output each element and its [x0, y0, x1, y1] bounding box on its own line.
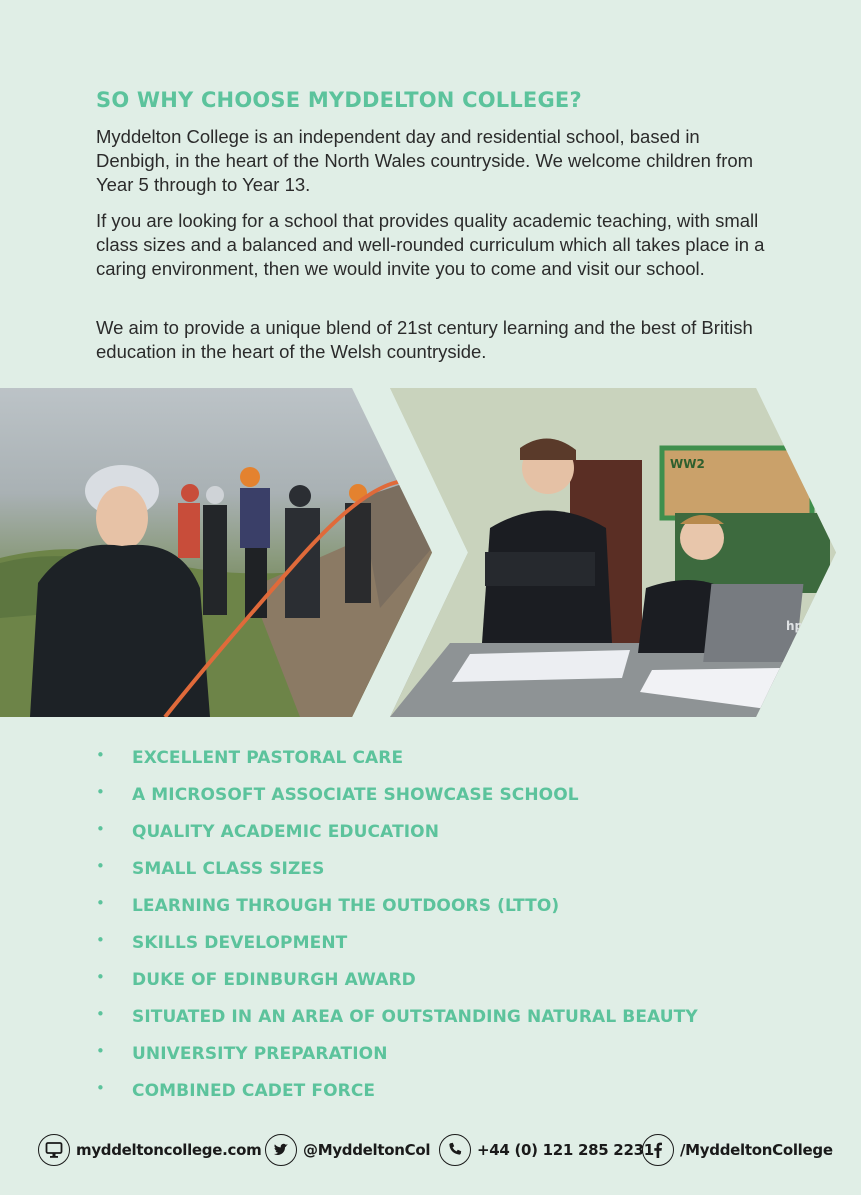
facebook-text: /MyddeltonCollege	[680, 1141, 833, 1159]
feature-label: SITUATED IN AN AREA OF OUTSTANDING NATURAL BEAUTY	[132, 1007, 698, 1027]
twitter-link[interactable]	[265, 1134, 430, 1170]
feature-item	[0, 1076, 800, 1106]
website-text: myddeltoncollege.com	[76, 1141, 262, 1159]
bullet-icon: •	[96, 894, 105, 912]
feature-item	[0, 817, 800, 847]
bullet-icon: •	[96, 746, 105, 764]
feature-label: COMBINED CADET FORCE	[132, 1081, 376, 1101]
intro-paragraph-2: If you are looking for a school that provides quality academic teaching, with small class sizes and a balanced and well-rounded curriculum which all takes place in a caring environment, then we would invite you to come and visit our school.	[96, 210, 765, 279]
bullet-icon: •	[96, 931, 105, 949]
phone-icon	[439, 1134, 471, 1166]
intro-paragraph-1: Myddelton College is an independent day and residential school, based in Denbigh, in the heart of the North Wales countryside. We welcome children from Year 5 through to Year 13.	[96, 126, 754, 195]
feature-label: A MICROSOFT ASSOCIATE SHOWCASE SCHOOL	[132, 785, 579, 805]
feature-item	[0, 965, 800, 995]
bullet-icon: •	[96, 1005, 105, 1023]
climbing-photo	[0, 388, 432, 717]
feature-label: UNIVERSITY PREPARATION	[132, 1044, 388, 1064]
bullet-icon: •	[96, 1042, 105, 1060]
bullet-icon: •	[96, 1079, 105, 1097]
classroom-photo	[390, 388, 836, 717]
facebook-icon	[642, 1134, 674, 1166]
feature-item	[0, 928, 800, 958]
monitor-icon	[38, 1134, 70, 1166]
intro-paragraph-3: We aim to provide a unique blend of 21st century learning and the best of British education in the heart of the Welsh countryside.	[96, 317, 753, 362]
twitter-text: @MyddeltonCol	[303, 1141, 431, 1159]
feature-label: SKILLS DEVELOPMENT	[132, 933, 348, 953]
bullet-icon: •	[96, 783, 105, 801]
bullet-icon: •	[96, 968, 105, 986]
feature-item	[0, 854, 800, 884]
feature-item	[0, 891, 800, 921]
feature-label: EXCELLENT PASTORAL CARE	[132, 748, 404, 768]
page-heading: SO WHY CHOOSE MYDDELTON COLLEGE?	[96, 88, 582, 112]
facebook-link[interactable]	[642, 1134, 842, 1170]
feature-item	[0, 780, 800, 810]
footer-contacts	[0, 1130, 861, 1174]
feature-label: DUKE OF EDINBURGH AWARD	[132, 970, 416, 990]
bullet-icon: •	[96, 820, 105, 838]
poster-text: WW2	[670, 457, 705, 471]
feature-label: SMALL CLASS SIZES	[132, 859, 325, 879]
classroom-scene-illustration	[390, 388, 836, 717]
bullet-icon: •	[96, 857, 105, 875]
website-link[interactable]	[38, 1134, 262, 1170]
feature-item	[0, 1039, 800, 1069]
feature-label: LEARNING THROUGH THE OUTDOORS (LTTO)	[132, 896, 560, 916]
climbing-scene-illustration	[0, 388, 432, 717]
twitter-icon	[265, 1134, 297, 1166]
feature-label: QUALITY ACADEMIC EDUCATION	[132, 822, 440, 842]
feature-item	[0, 1002, 800, 1032]
phone-link[interactable]	[439, 1134, 654, 1170]
phone-text: +44 (0) 121 285 2231	[477, 1141, 654, 1159]
feature-item	[0, 743, 800, 773]
laptop-logo: hp	[786, 619, 804, 633]
